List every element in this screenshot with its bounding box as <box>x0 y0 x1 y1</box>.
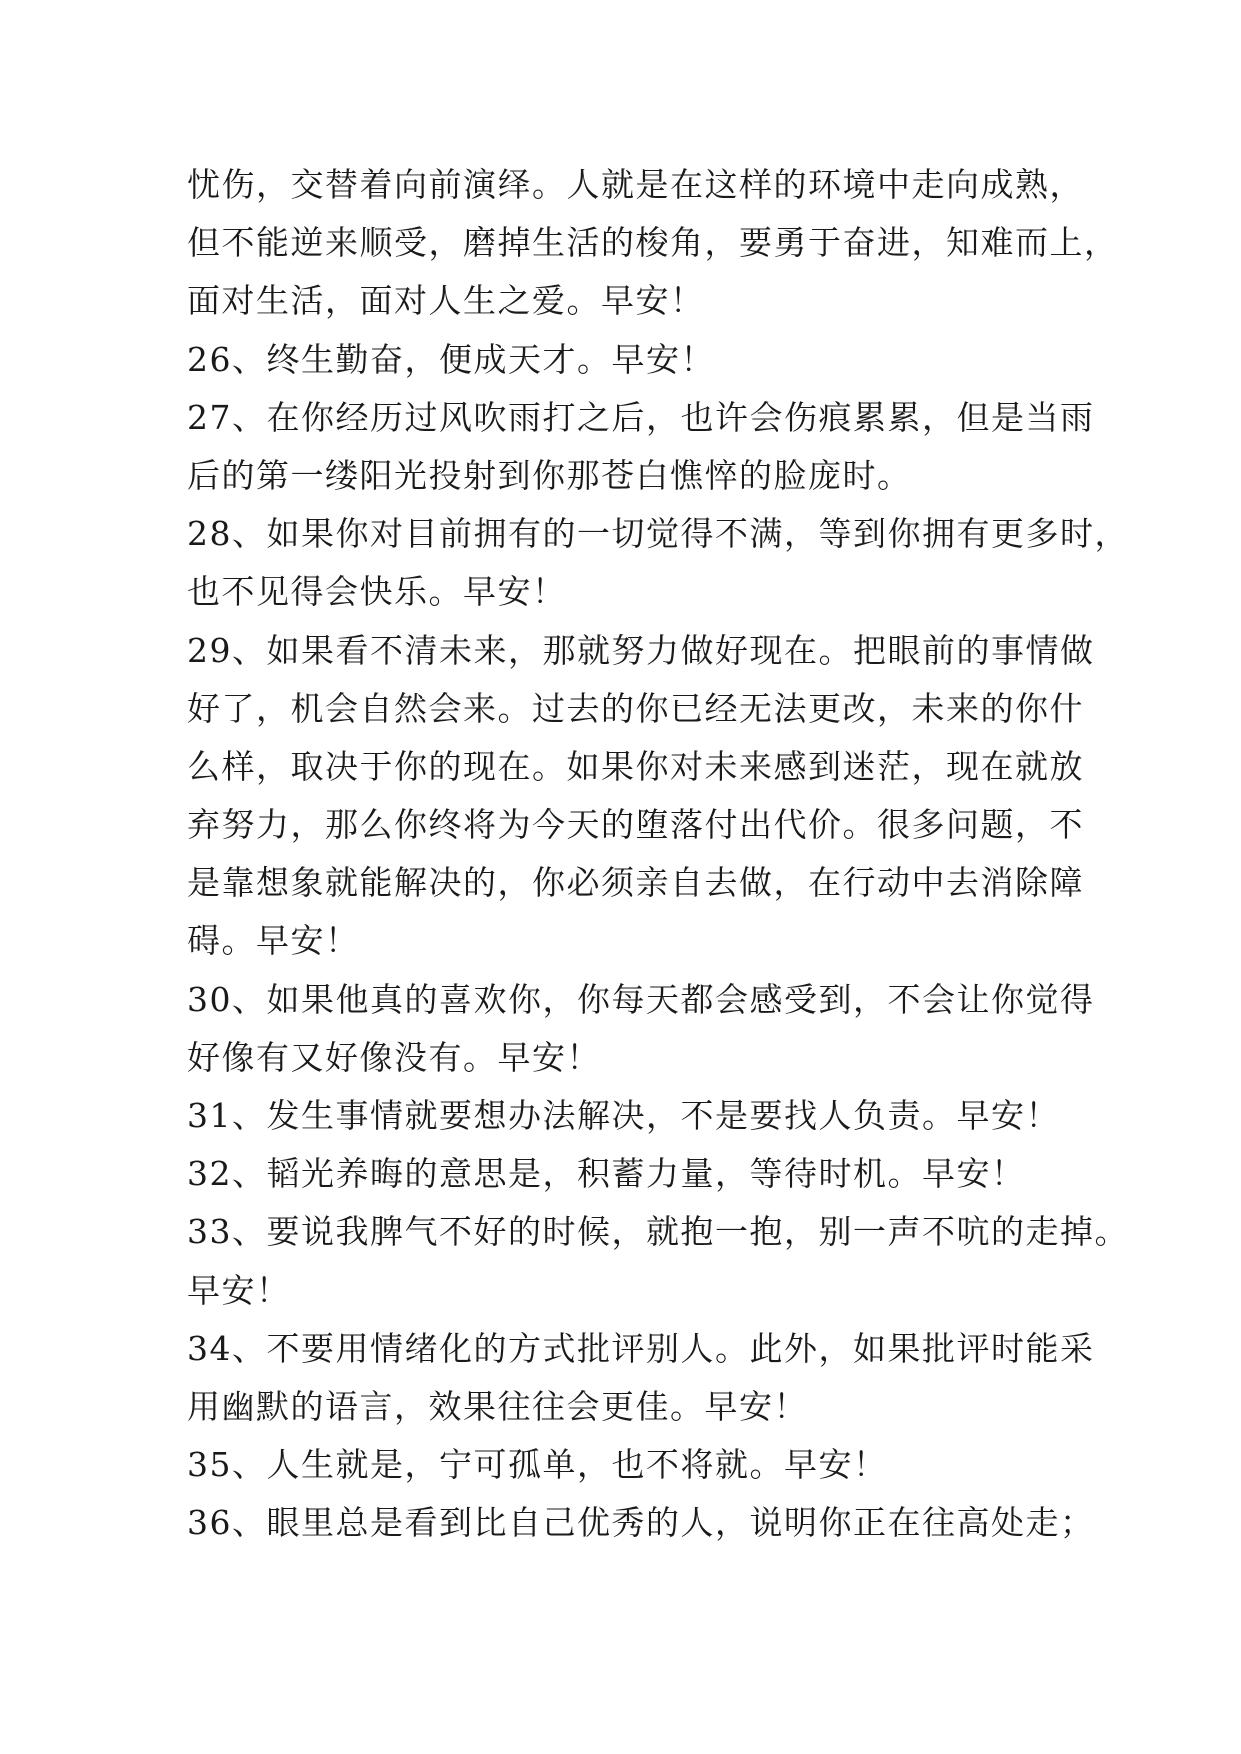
text-line: 弃努力，那么你终将为今天的堕落付出代价。很多问题，不 <box>187 805 1084 845</box>
body-text <box>187 156 1129 1553</box>
text-line: 碍。早安！ <box>187 921 360 961</box>
text-line: 面对生活，面对人生之爱。早安！ <box>187 281 705 321</box>
text-line: 33、要说我脾气不好的时候，就抱一抱，别一声不吭的走掉。 <box>187 1212 1129 1252</box>
text-line: 用幽默的语言，效果往往会更佳。早安！ <box>187 1386 808 1426</box>
text-line: 早安！ <box>187 1270 291 1310</box>
text-line: 32、韬光养晦的意思是，积蓄力量，等待时机。早安！ <box>187 1154 1026 1194</box>
text-line: 后的第一缕阳光投射到你那苍白憔悴的脸庞时。 <box>187 455 912 495</box>
text-line: 好像有又好像没有。早安！ <box>187 1037 601 1077</box>
text-line: 26、终生勤奋，便成天才。早安！ <box>187 339 715 379</box>
text-line: 34、不要用情绪化的方式批评别人。此外，如果批评时能采 <box>187 1328 1095 1368</box>
text-line: 但不能逆来顺受，磨掉生活的梭角，要勇于奋进，知难而上， <box>187 223 1119 263</box>
text-line: 27、在你经历过风吹雨打之后，也许会伤痕累累，但是当雨 <box>187 397 1095 437</box>
text-line: 么样，取决于你的现在。如果你对未来感到迷茫，现在就放 <box>187 746 1084 786</box>
text-line: 30、如果他真的喜欢你，你每天都会感受到，不会让你觉得 <box>187 979 1095 1019</box>
text-line: 29、如果看不清未来，那就努力做好现在。把眼前的事情做 <box>187 630 1095 670</box>
text-line: 35、人生就是，宁可孤单，也不将就。早安！ <box>187 1445 888 1485</box>
text-line: 是靠想象就能解决的，你必须亲自去做，在行动中去消除障 <box>187 863 1084 903</box>
text-line: 36、眼里总是看到比自己优秀的人，说明你正在往高处走； <box>187 1503 1095 1543</box>
text-line: 也不见得会快乐。早安！ <box>187 572 567 612</box>
text-line: 28、如果你对目前拥有的一切觉得不满，等到你拥有更多时， <box>187 514 1129 554</box>
text-line: 好了，机会自然会来。过去的你已经无法更改，未来的你什 <box>187 688 1084 728</box>
text-line: 忧伤，交替着向前演绎。人就是在这样的环境中走向成熟， <box>187 165 1084 204</box>
text-line: 31、发生事情就要想办法解决，不是要找人负责。早安！ <box>187 1096 1060 1135</box>
